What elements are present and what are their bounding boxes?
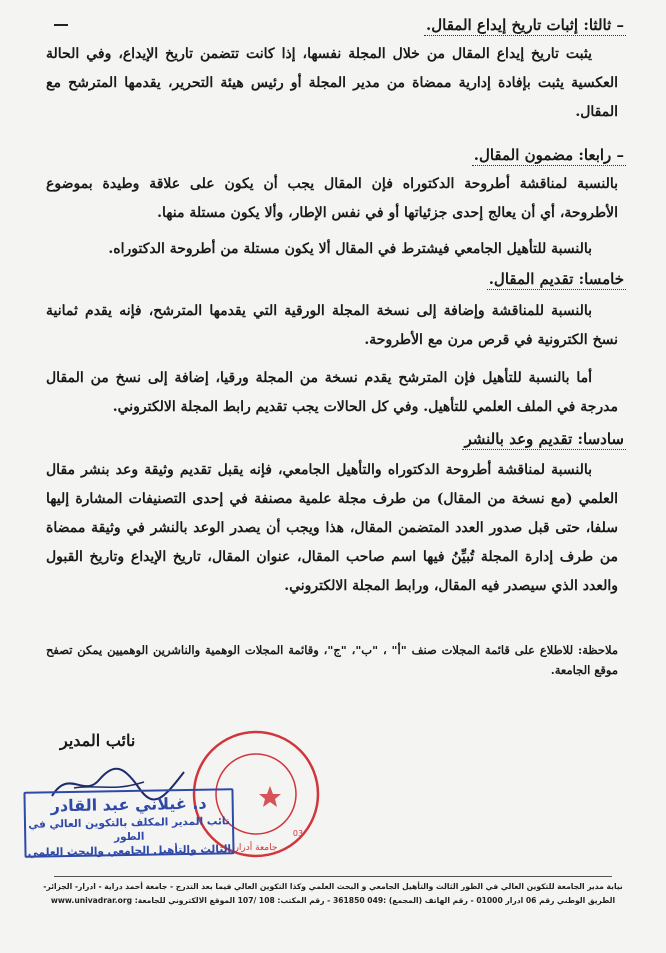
section-heading-3: – ثالثا: إثبات تاريخ إيداع المقال. [426,16,624,34]
section-paragraph-4-2: بالنسبة للتأهيل الجامعي فيشترط في المقال ألا يكون مستلة من أطروحة الدكتوراه. [108,241,592,257]
footer-line-1: نيابة مدير الجامعة للتكوين العالي في الطور الثالث والتأهيل الجامعي و البحث العلمي وكذا التكوين العالي فيما بعد التدرج - جامعة أحمد دراية - ادرار- الجزائر- [43,882,623,891]
section-heading-4: – رابعا: مضمون المقال. [473,146,624,164]
official-stamp [23,788,234,858]
seal-number: 03 [292,829,304,838]
note: ملاحظة: للاطلاع على قائمة المجلات صنف "أ" ، "ب"، "ج"، وقائمة المجلات الوهمية والناشرين الوهميين يمكن تصفح موقع الجامعة. [46,643,618,677]
section-paragraph-6-1: بالنسبة لمناقشة أطروحة الدكتوراه والتأهيل الجامعي، فإنه يقبل تقديم وثيقة وعد بنشر مقال العلمي (مع نسخة من المقال) من طرف مجلة علمية مصنفة في إحدى التصنيفات المشارة إليها سلفا، حتى قبل صدور العدد المتضمن المقال، هذا ويجب أن يصدر الوعد بالنشر في وثيقة ممضاة من طرف إدارة المجلة تُبيِّنُ فيها اسم صاحب المقال، عنوان المقال، تاريخ الإيداع وتاريخ القبول والعدد الذي سيصدر فيه المقال، ورابط المجلة الالكتروني. [46,462,618,594]
footer-divider [54,876,612,877]
stamp-line-2: الثالث والتأهيل الجامعي والبحث العلمي [27,843,232,859]
section-paragraph-3-1: يثبت تاريخ إيداع المقال من خلال المجلة نفسها، إذا كانت تتضمن تاريخ الإيداع، وفي الحالة العكسية يثبت بإفادة إدارية ممضاة من مدير المجلة أو رئيس هيئة التحرير، يقدمها المترشح مع المقال. [46,46,618,120]
section-paragraph-5-1: بالنسبة للمناقشة وإضافة إلى نسخة المجلة الورقية التي يقدمها المترشح، فإنه يقدم ثمانية نسخ الكترونية في قرص مرن مع الأطروحة. [46,303,618,348]
section-heading-5: خامسا: تقديم المقال. [488,270,624,288]
signature-title: نائب المدير [60,731,136,750]
section-paragraph-4-1: بالنسبة لمناقشة أطروحة الدكتوراه فإن المقال يجب أن يكون على علاقة وطيدة بموضوع الأطروحة، أي أن يعالج إحدى جزئياتها أو في نفس الإطار، وألا يكون مستلة منها. [46,176,618,221]
footer-line-2: الطريق الوطني رقم 06 ادرار 01000 - رقم الهاتف (المجمع) :049 361850 - رقم المكتب: 108 /107 الموقع الالكتروني للجامعة: www.univadrar.org [50,896,616,905]
stamp-line-1: نائب المدير المكلف بالتكوين العالي في الطور [28,815,230,844]
section-heading-6: سادسا: تقديم وعد بالنشر [464,430,624,448]
heading-dash [54,24,68,26]
seal-inner-text: جامعة أدرار [234,843,278,853]
section-paragraph-5-2: أما بالنسبة للتأهيل فإن المترشح يقدم نسخة من المجلة ورقيا، إضافة إلى نسخ من المقال مدرجة في الملف العلمي للتأهيل. وفي كل الحالات يجب تقديم رابط المجلة الالكتروني. [46,370,618,415]
stamp-name: د. غيلاني عبد القادر [50,793,207,816]
